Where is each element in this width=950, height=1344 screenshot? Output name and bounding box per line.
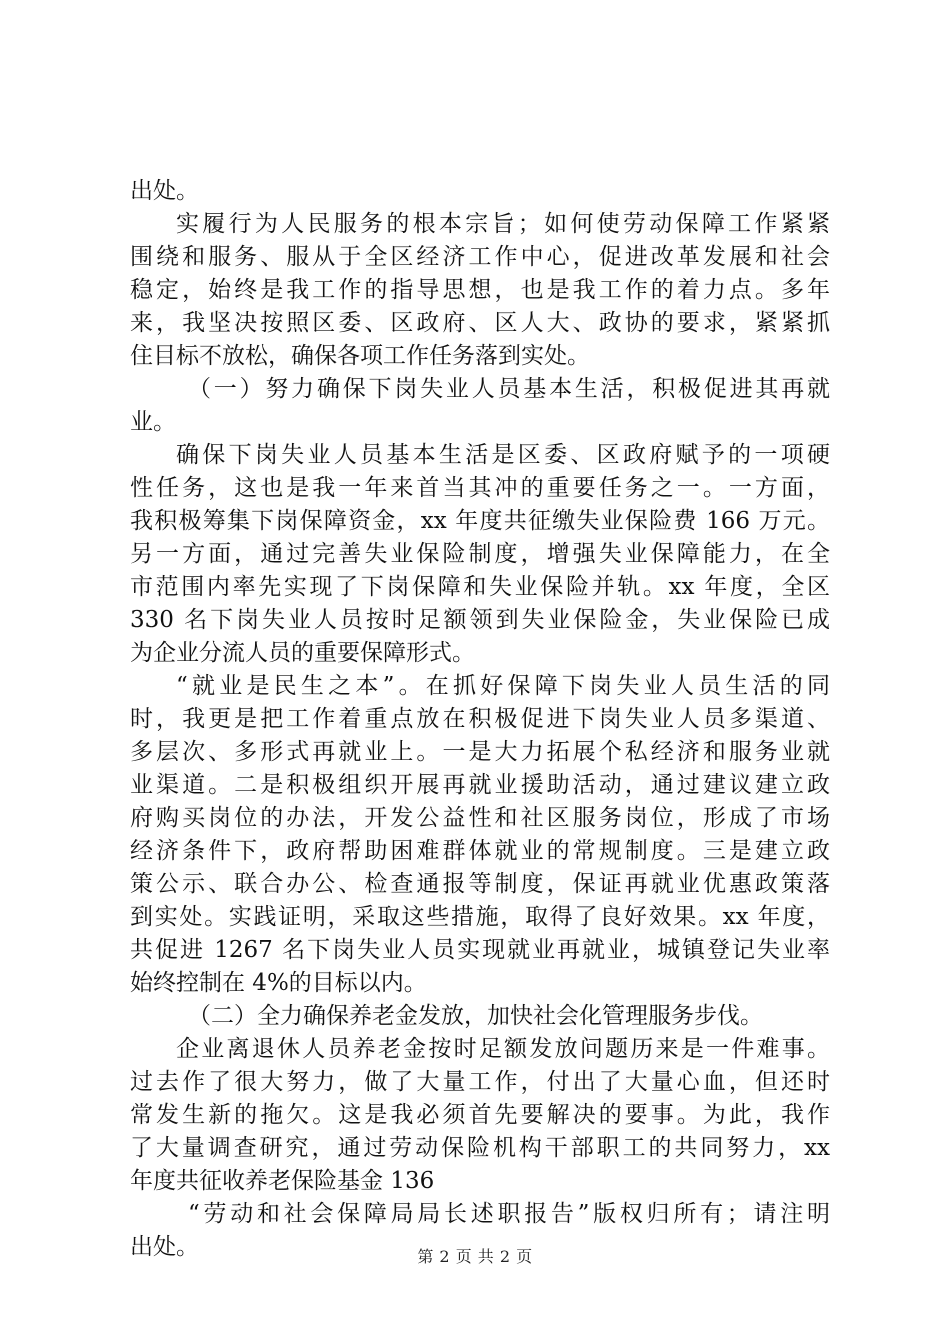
text-line: 过去作了很大努力，做了大量工作，付出了大量心血，但还时: [130, 1069, 830, 1095]
text-line: 经济条件下，政府帮助困难群体就业的常规制度。三是建立政: [130, 838, 830, 864]
text-line: 年度共征收养老保险基金 136: [130, 1168, 435, 1194]
document-body: [130, 175, 830, 1264]
section-heading-1-cont: 业。: [130, 409, 176, 435]
text-line: 出处。: [130, 178, 199, 204]
text-line: 府购买岗位的办法，开发公益性和社区服务岗位，形成了市场: [130, 805, 830, 831]
text-line: 另一方面，通过完善失业保险制度，增强失业保障能力，在全: [130, 541, 830, 567]
text-line: 业渠道。二是积极组织开展再就业援助活动，通过建议建立政: [130, 772, 830, 798]
text-line: 了大量调查研究，通过劳动保险机构干部职工的共同努力，xx: [130, 1135, 830, 1161]
text-line: 到实处。实践证明，采取这些措施，取得了良好效果。xx 年度，: [130, 904, 830, 930]
text-line: 策公示、联合办公、检查通报等制度，保证再就业优惠政策落: [130, 871, 830, 897]
text-line: 稳定，始终是我工作的指导思想，也是我工作的着力点。多年: [130, 277, 830, 303]
section-heading-2: （二）全力确保养老金发放，加快社会化管理服务步伐。: [188, 1003, 763, 1029]
copyright-notice: “劳动和社会保障局局长述职报告”版权归所有；请注明: [188, 1201, 830, 1227]
text-line: 共促进 1267 名下岗失业人员实现就业再就业，城镇登记失业率: [130, 937, 830, 963]
section-heading-1: （一）努力确保下岗失业人员基本生活，积极促进其再就: [188, 376, 830, 402]
text-line: 330 名下岗失业人员按时足额领到失业保险金，失业保险已成: [130, 607, 830, 633]
text-line: 确保下岗失业人员基本生活是区委、区政府赋予的一项硬: [176, 442, 830, 468]
copyright-notice-cont: 出处。: [130, 1234, 199, 1260]
text-line: 住目标不放松，确保各项工作任务落到实处。: [130, 343, 590, 369]
text-line: 始终控制在 4%的目标以内。: [130, 970, 427, 996]
text-line: 常发生新的拖欠。这是我必须首先要解决的要事。为此，我作: [130, 1102, 830, 1128]
text-line: 时，我更是把工作着重点放在积极促进下岗失业人员多渠道、: [130, 706, 830, 732]
text-line: 来，我坚决按照区委、区政府、区人大、政协的要求，紧紧抓: [130, 310, 830, 336]
text-line: “就业是民生之本”。在抓好保障下岗失业人员生活的同: [176, 673, 830, 699]
text-line: 我积极筹集下岗保障资金，xx 年度共征缴失业保险费 166 万元。: [130, 508, 830, 534]
text-line: 性任务，这也是我一年来首当其冲的重要任务之一。一方面，: [130, 475, 830, 501]
text-line: 多层次、多形式再就业上。一是大力拓展个私经济和服务业就: [130, 739, 830, 765]
text-line: 市范围内率先实现了下岗保障和失业保险并轨。xx 年度，全区: [130, 574, 830, 600]
text-line: 围绕和服务、服从于全区经济工作中心，促进改革发展和社会: [130, 244, 830, 270]
text-line: 实履行为人民服务的根本宗旨；如何使劳动保障工作紧紧: [176, 211, 830, 237]
text-line: 为企业分流人员的重要保障形式。: [130, 640, 475, 666]
text-line: 企业离退休人员养老金按时足额发放问题历来是一件难事。: [176, 1036, 830, 1062]
page-footer: 第 2 页 共 2 页: [417, 1247, 533, 1266]
